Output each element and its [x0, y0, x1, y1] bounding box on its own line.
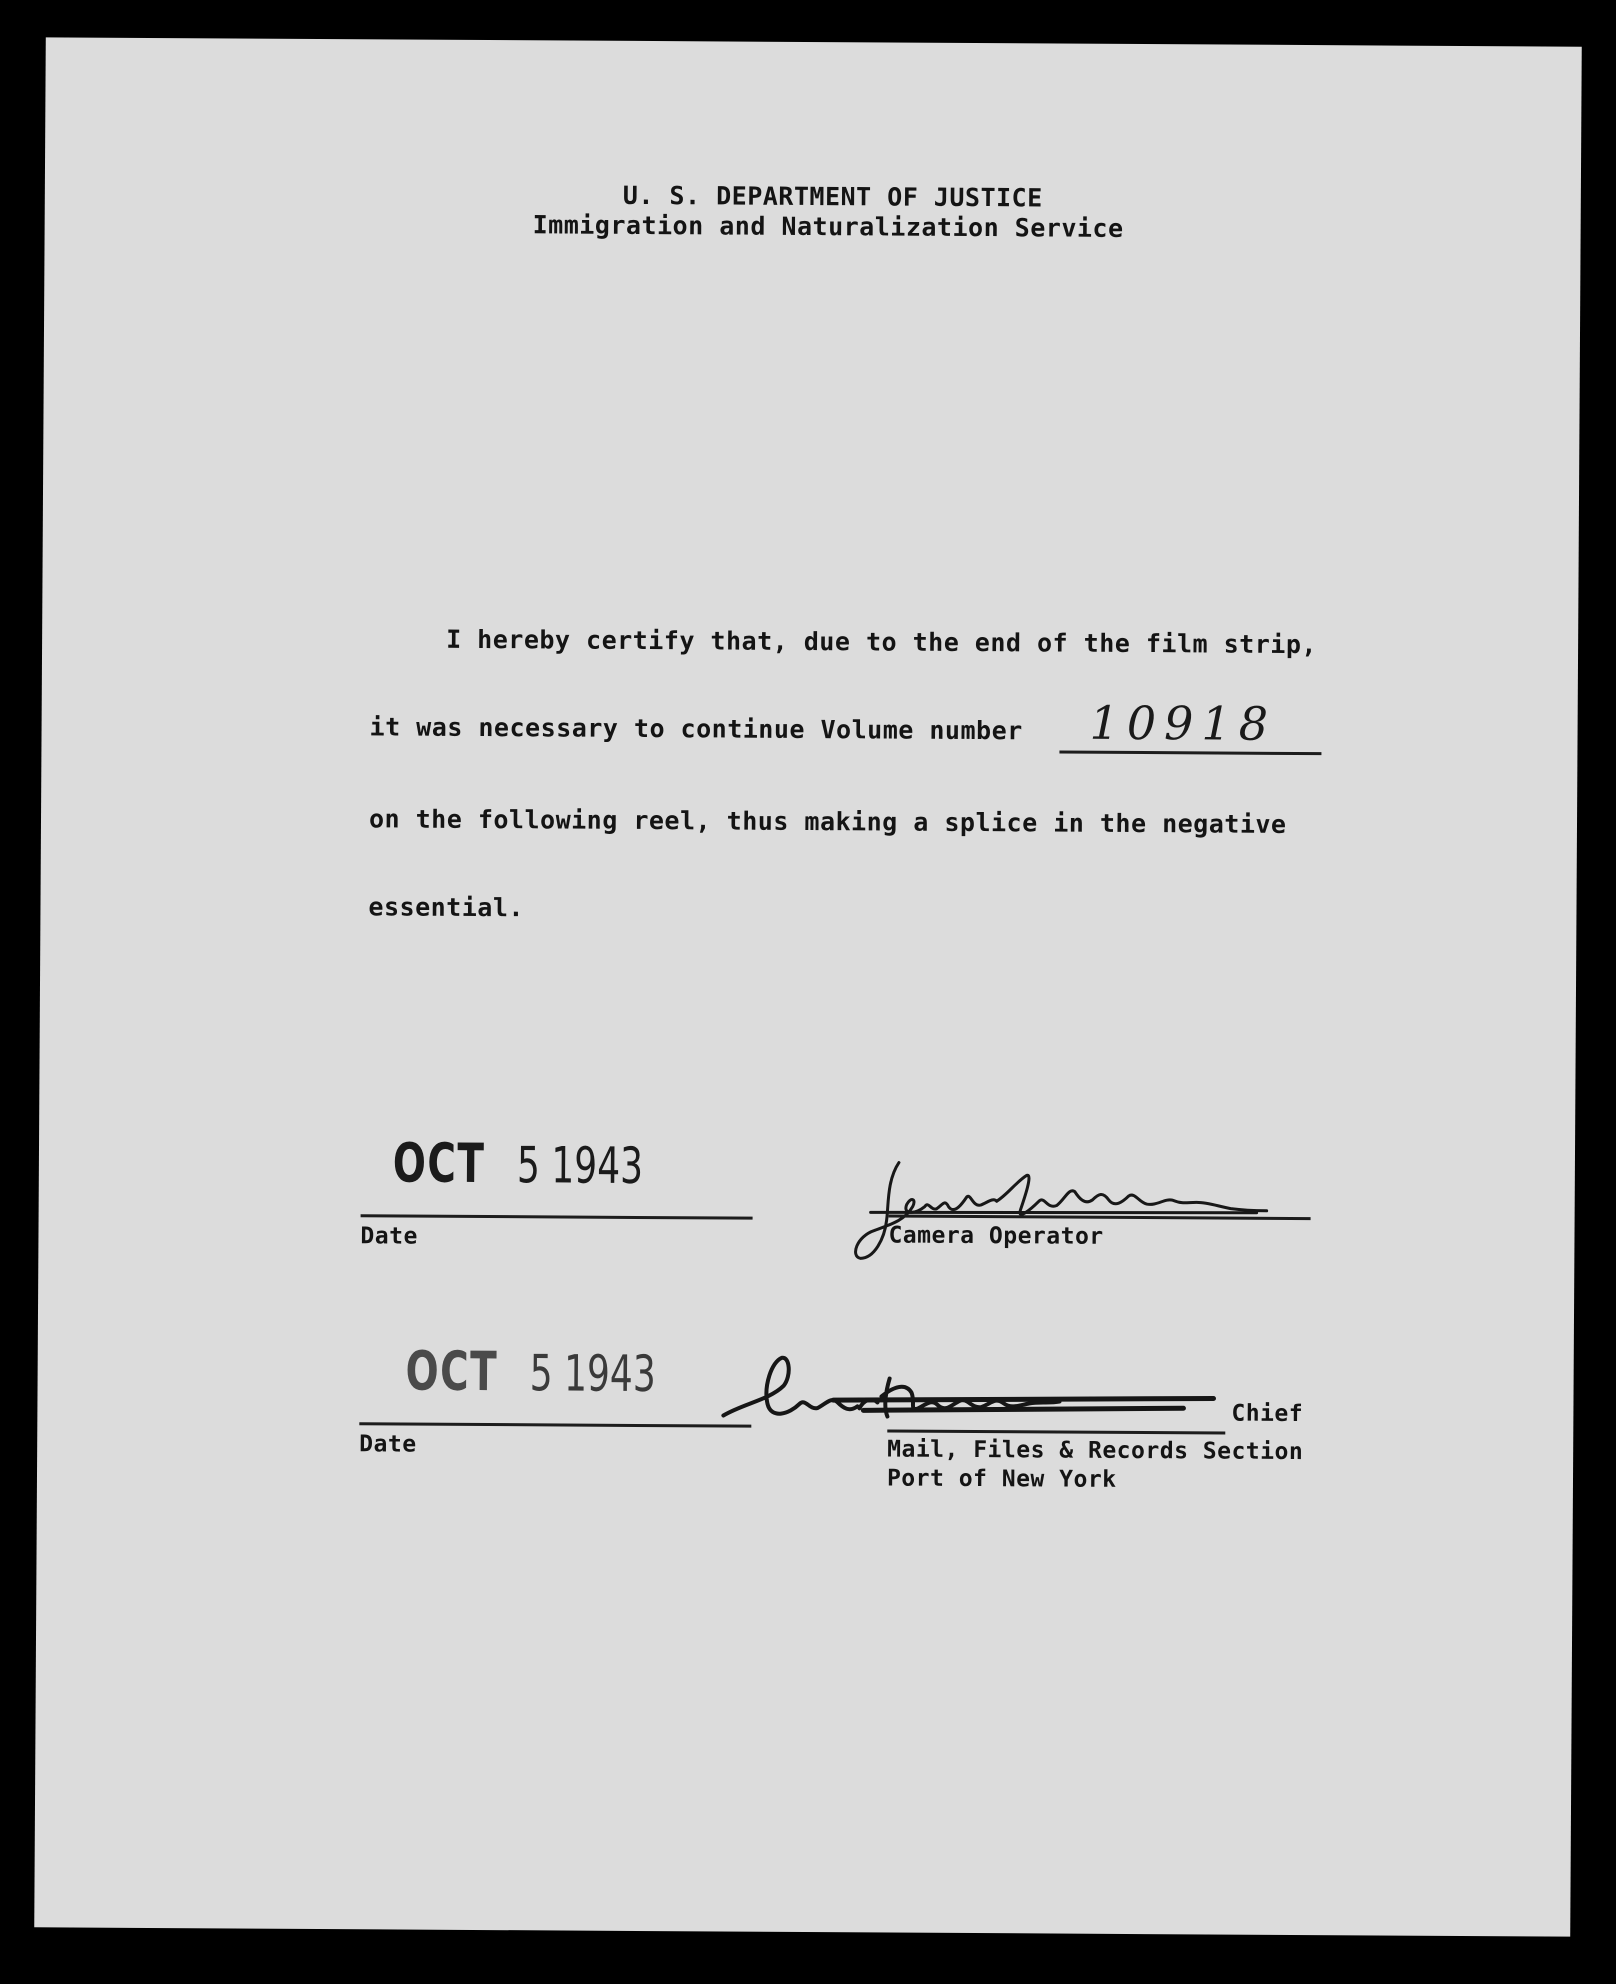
date-stamp-1 — [393, 1131, 643, 1196]
date-stamp-1-month: OCT — [392, 1131, 486, 1196]
body-line-2: it was necessary to continue Volume number — [369, 712, 1023, 746]
date-stamp-2-month: OCT — [405, 1339, 499, 1404]
date-stamp-2-day-year: 5 1943 — [529, 1344, 656, 1404]
header-department: U. S. DEPARTMENT OF JUSTICE — [622, 180, 1043, 213]
volume-number-underline — [1059, 751, 1321, 756]
title-camera-operator: Camera Operator — [888, 1222, 1104, 1250]
title-mail-files-records: Mail, Files & Records Section — [887, 1436, 1304, 1466]
date-label-2: Date — [359, 1431, 417, 1458]
body-line-3: on the following reel, thus making a splice in the negative — [368, 804, 1287, 839]
date-label-1: Date — [360, 1223, 418, 1250]
date-line-1 — [361, 1214, 753, 1219]
body-line-4: essential. — [368, 892, 525, 923]
title-port-of-new-york: Port of New York — [886, 1465, 1117, 1493]
document-page — [34, 37, 1582, 1936]
signature-chief — [713, 1325, 1234, 1438]
title-chief: Chief — [1231, 1400, 1304, 1428]
body-line-1: I hereby certify that, due to the end of the film strip, — [446, 624, 1318, 660]
header-service: Immigration and Naturalization Service — [532, 210, 1124, 243]
signature-camera-operator — [846, 1150, 1327, 1273]
date-stamp-1-day-year: 5 1943 — [516, 1136, 644, 1195]
date-line-2 — [359, 1422, 751, 1427]
date-stamp-2 — [405, 1340, 655, 1405]
volume-number-handwritten: 10918 — [1089, 695, 1277, 751]
